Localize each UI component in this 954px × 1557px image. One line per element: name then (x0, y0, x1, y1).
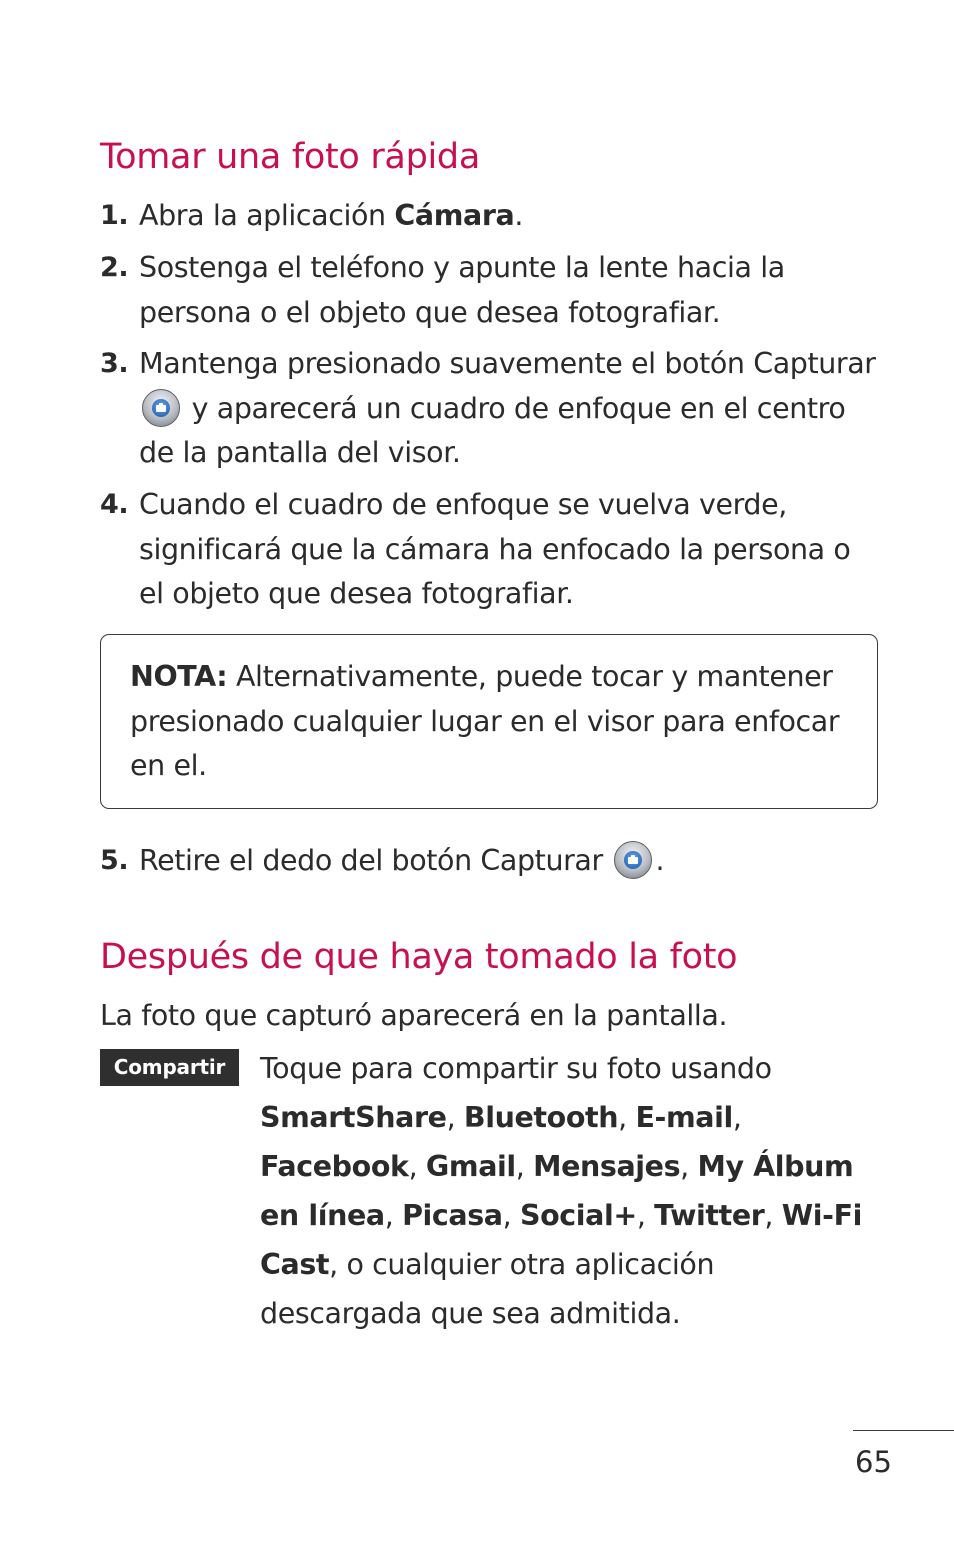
share-app-name: Gmail (425, 1150, 516, 1183)
share-separator: , (636, 1199, 655, 1232)
share-app-name: Bluetooth (463, 1101, 619, 1134)
step-5 (100, 839, 880, 884)
step-text (139, 839, 880, 884)
share-app-name: Mensajes (533, 1150, 681, 1183)
step-text-part: . (514, 199, 523, 232)
note-label: NOTA: (130, 660, 228, 693)
app-name-camera: Cámara (394, 199, 515, 232)
step-4 (100, 483, 880, 617)
step-number: 2. (100, 252, 129, 283)
share-separator: , (502, 1199, 520, 1232)
section-intro: La foto que capturó aparecerá en la pantalla. (100, 999, 728, 1032)
share-app-name: My Álbum en línea (260, 1150, 854, 1232)
share-tail: , o cualquier otra aplicación descargada que sea admitida. (260, 1248, 715, 1330)
section-title-after-photo: Después de que haya tomado la foto (100, 937, 738, 977)
page-number: 65 (855, 1445, 892, 1479)
step-number: 1. (100, 200, 129, 231)
share-separator: , (732, 1101, 742, 1134)
step-2 (100, 246, 880, 335)
step-text-part: Abra la aplicación (139, 199, 395, 232)
step-text-part: Mantenga presionado suavemente el botón Capturar (139, 347, 876, 380)
share-separator: , (680, 1150, 698, 1183)
note-box (100, 634, 878, 809)
share-button[interactable]: Compartir (100, 1049, 239, 1086)
step-text (139, 342, 880, 476)
share-separator: , (618, 1101, 636, 1134)
step-text-part: . (655, 844, 665, 877)
step-number: 5. (100, 845, 129, 876)
share-app-name: SmartShare (260, 1101, 447, 1134)
share-description (260, 1044, 880, 1338)
note-text: Alternativamente, puede tocar y mantener presionado cualquier lugar en el visor para enfocar en el. (130, 660, 840, 782)
step-text-part: y aparecerá un cuadro de enfoque en el centro de la pantalla del visor. (139, 391, 846, 469)
share-intro: Toque para compartir su foto usando (260, 1052, 772, 1085)
share-separator: , (764, 1199, 782, 1232)
share-separator: , (515, 1150, 534, 1183)
share-app-name: E-mail (635, 1101, 733, 1134)
step-text-part: Retire el dedo del botón Capturar (139, 844, 612, 877)
section-title-quick-photo: Tomar una foto rápida (100, 137, 480, 177)
step-text: Sostenga el teléfono y apunte la lente hacia la persona o el objeto que desea fotografiar. (139, 251, 785, 329)
step-number: 3. (100, 348, 129, 379)
share-separator: , (446, 1101, 464, 1134)
page-number-rule (853, 1430, 954, 1431)
share-separator: , (408, 1150, 426, 1183)
step-1 (100, 194, 880, 239)
share-separator: , (384, 1199, 403, 1232)
share-app-name: Social+ (519, 1199, 637, 1232)
camera-capture-icon (142, 389, 180, 427)
share-app-name: Picasa (402, 1199, 503, 1232)
step-text (139, 194, 880, 239)
step-text: Cuando el cuadro de enfoque se vuelva verde, significará que la cámara ha enfocado la persona o el objeto que desea fotografiar. (139, 488, 851, 610)
camera-capture-icon (614, 841, 652, 879)
share-app-name: Twitter (654, 1199, 765, 1232)
share-app-name: Wi-Fi Cast (260, 1199, 863, 1281)
share-app-name: Facebook (260, 1150, 409, 1183)
step-3 (100, 342, 880, 476)
step-number: 4. (100, 489, 129, 520)
